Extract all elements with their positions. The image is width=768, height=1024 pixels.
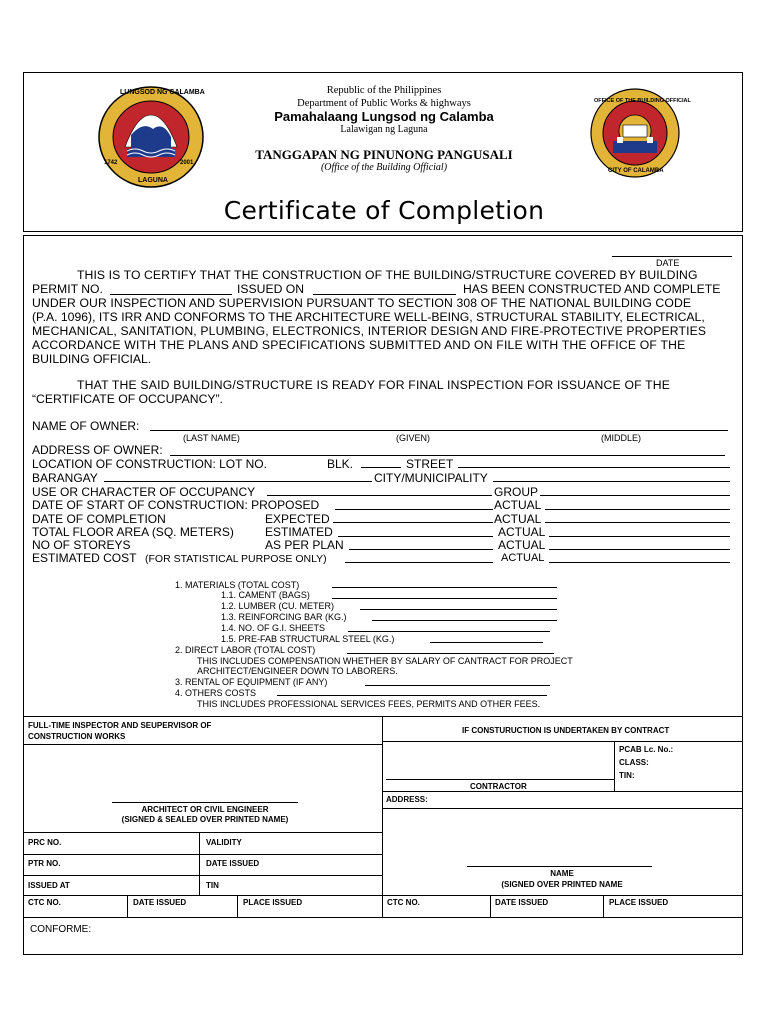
contractor-signature-line[interactable] <box>386 779 614 780</box>
date-completion-actual-label: ACTUAL <box>494 512 542 526</box>
table-mid-divider <box>382 716 383 895</box>
date-start-label: DATE OF START OF CONSTRUCTION: PROPOSED <box>32 498 320 512</box>
date-start-proposed-field[interactable] <box>335 509 493 510</box>
ctc-line-bottom <box>23 917 743 918</box>
permit-no-label: PERMIT NO. <box>32 282 103 296</box>
last-name-caption: (LAST NAME) <box>183 433 240 443</box>
inspector-title-line1: FULL-TIME INSPECTOR AND SEUPERVISOR OF <box>28 721 212 730</box>
ptr-label: PTR NO. <box>28 859 61 868</box>
architect-note: (SIGNED & SEALED OVER PRINTED NAME) <box>121 815 289 824</box>
inspector-title-line2: CONSTRUCTION WORKS <box>28 732 126 741</box>
prc-label: PRC NO. <box>28 838 62 847</box>
steel-field[interactable] <box>430 642 543 643</box>
office-name: TANGGAPAN NG PINUNONG PANGUSALI <box>255 147 513 162</box>
date-start-actual-field[interactable] <box>545 509 730 510</box>
lumber-field[interactable] <box>360 609 557 610</box>
ctc-no-right: CTC NO. <box>387 898 420 907</box>
others-field[interactable] <box>277 695 547 696</box>
materials-field[interactable] <box>332 587 557 588</box>
rebar-field[interactable] <box>372 620 557 621</box>
seal-left-top-text: LUNGSOD NG CALAMBA <box>120 89 205 96</box>
class-label: CLASS: <box>619 758 649 767</box>
as-per-plan-label: AS PER PLAN <box>265 538 344 552</box>
ctc-divider-3 <box>382 895 383 917</box>
issued-line <box>23 875 382 876</box>
para1-line3: UNDER OUR INSPECTION AND SUPERVISION PURSUANT TO SECTION 308 OF THE NATIONAL BUILDING CODE <box>32 296 692 310</box>
city-municipality-label: CITY/MUNICIPALITY <box>374 471 488 485</box>
location-label: LOCATION OF CONSTRUCTION: LOT NO. <box>32 457 267 471</box>
ctc-divider-4 <box>490 895 491 917</box>
name-caption: NAME <box>550 869 574 878</box>
floor-actual-label: ACTUAL <box>498 525 546 539</box>
issued-at-label: ISSUED AT <box>28 881 70 890</box>
group-label: GROUP <box>494 485 539 499</box>
ctc-no-left: CTC NO. <box>28 898 61 907</box>
no-storeys-label: NO OF STOREYS <box>32 538 131 552</box>
seal-left-bottom-text: LAGUNA <box>138 177 168 184</box>
floor-actual-field[interactable] <box>549 536 730 537</box>
architect-caption: ARCHITECT OR CIVIL ENGINEER <box>141 805 269 814</box>
blk-label: BLK. <box>327 457 354 471</box>
conforme-label: CONFORME: <box>30 924 92 935</box>
seal-left-year-left: 1742 <box>104 160 118 166</box>
seal-right-bottom-text: CITY OF CALAMBA <box>608 168 664 174</box>
labor-field[interactable] <box>347 653 554 654</box>
blk-field[interactable] <box>361 467 401 468</box>
contract-header-line <box>382 741 743 742</box>
pcab-label: PCAB Lc. No.: <box>619 745 674 754</box>
para2-line1: THAT THE SAID BUILDING/STRUCTURE IS READY FOR FINAL INSPECTION FOR ISSUANCE OF THE <box>77 378 671 392</box>
date-issued-left: DATE ISSUED <box>133 898 187 907</box>
floor-estimated-field[interactable] <box>338 536 493 537</box>
use-occupancy-field[interactable] <box>267 495 492 496</box>
ctc-divider-5 <box>603 895 604 917</box>
issued-on-label: ISSUED ON <box>237 282 305 296</box>
issued-on-field[interactable] <box>313 294 456 295</box>
page-title: Certificate of Completion <box>223 196 545 225</box>
address-line-top <box>382 791 743 792</box>
labor-note-line2: ARCHITECT/ENGINEER DOWN TO LABORERS. <box>197 666 398 676</box>
address-of-owner-field[interactable] <box>170 455 725 456</box>
name-of-owner-field[interactable] <box>150 430 728 431</box>
prc-col-divider <box>199 832 200 895</box>
ptr-date-issued-label: DATE ISSUED <box>206 859 260 868</box>
labor-note-line1: THIS INCLUDES COMPENSATION WHETHER BY SALARY OF CANTRACT FOR PROJECT <box>197 656 573 666</box>
others-note: THIS INCLUDES PROFESSIONAL SERVICES FEES, PERMITS AND OTHER FEES. <box>197 699 541 709</box>
ctc-line-top <box>23 895 743 896</box>
group-field[interactable] <box>540 495 730 496</box>
storeys-actual-label: ACTUAL <box>498 538 546 552</box>
rental-field[interactable] <box>365 685 550 686</box>
para2-line2: “CERTIFICATE OF OCCUPANCY”. <box>32 392 223 406</box>
cost-item-gi-sheets: 1.4. NO. OF G.I. SHEETS <box>221 623 326 633</box>
street-label: STREET <box>406 457 454 471</box>
province-line: Lalawigan ng Laguna <box>340 124 428 135</box>
expected-label: EXPECTED <box>265 512 330 526</box>
city-municipality-field[interactable] <box>493 481 730 482</box>
cost-item-materials: 1. MATERIALS (TOTAL COST) <box>175 580 300 590</box>
seal-right-top-text: OFFICE OF THE BUILDING OFFICIAL <box>594 98 691 104</box>
gi-sheets-field[interactable] <box>348 631 550 632</box>
cost-item-steel: 1.5. PRE-FAB STRUCTURAL STEEL (KG.) <box>221 634 395 644</box>
city-government-line: Pamahalaang Lungsod ng Calamba <box>274 109 494 124</box>
republic-line: Republic of the Philippines <box>326 85 442 96</box>
address-of-owner-label: ADDRESS OF OWNER: <box>32 443 163 457</box>
storeys-actual-field[interactable] <box>549 549 730 550</box>
given-caption: (GIVEN) <box>396 433 431 443</box>
date-completion-actual-field[interactable] <box>545 522 730 523</box>
para1-line4: (P.A. 1096), ITS IRR AND CONFORMS TO THE ARCHITECTURE WELL-BEING, STRUCTURAL STABILITY, ELECTRICAL, <box>32 310 705 324</box>
estimated-label: ESTIMATED <box>265 525 333 539</box>
address-label: ADDRESS: <box>386 795 428 804</box>
cement-field[interactable] <box>332 598 557 599</box>
place-issued-left: PLACE ISSUED <box>243 898 303 907</box>
date-start-actual-label: ACTUAL <box>494 498 542 512</box>
name-note: (SIGNED OVER PRINTED NAME <box>501 880 623 889</box>
date-completion-expected-field[interactable] <box>333 522 493 523</box>
cost-item-lumber: 1.2. LUMBER (CU. METER) <box>221 601 335 611</box>
place-issued-right: PLACE ISSUED <box>609 898 669 907</box>
street-field[interactable] <box>458 467 730 468</box>
permit-no-field[interactable] <box>110 294 232 295</box>
cost-item-cement: 1.1. CAMENT (BAGS) <box>221 590 310 600</box>
estimated-cost-note: (FOR STATISTICAL PURPOSE ONLY) <box>145 553 327 565</box>
barangay-label: BARANGAY <box>32 471 98 485</box>
cost-actual-field[interactable] <box>549 562 730 563</box>
name-signature-line[interactable] <box>467 866 652 867</box>
contract-title: IF CONSTURUCTION IS UNDERTAKEN BY CONTRACT <box>462 726 670 735</box>
ptr-line <box>23 854 382 855</box>
validity-label: VALIDITY <box>206 838 242 847</box>
architect-signature-line[interactable] <box>112 802 298 803</box>
estimated-cost-label: ESTIMATED COST <box>32 551 137 565</box>
cost-item-others: 4. OTHERS COSTS <box>175 688 257 698</box>
ctc-divider-1 <box>127 895 128 917</box>
seal-left-year-right: 2001 <box>180 160 194 166</box>
office-english: (Office of the Building Official) <box>320 162 448 173</box>
date-completion-label: DATE OF COMPLETION <box>32 512 166 526</box>
tin-contract-label: TIN: <box>619 771 635 780</box>
address-line-bottom <box>382 808 743 809</box>
para1-line1: THIS IS TO CERTIFY THAT THE CONSTRUCTION OF THE BUILDING/STRUCTURE COVERED BY BUILDING <box>77 268 698 282</box>
date-label: DATE <box>656 258 680 268</box>
use-occupancy-label: USE OR CHARACTER OF OCCUPANCY <box>32 485 256 499</box>
cost-item-rebar: 1.3. REINFORCING BAR (KG.) <box>221 612 347 622</box>
para1-line2-end: HAS BEEN CONSTRUCTED AND COMPLETE <box>463 282 721 296</box>
cost-actual-label: ACTUAL <box>501 552 545 564</box>
ctc-divider-2 <box>237 895 238 917</box>
para1-line5: MECHANICAL, SANITATION, PLUMBING, ELECTRONICS, INTERIOR DESIGN AND FIRE-PROTECTIVE PROPERTIES <box>32 324 707 338</box>
name-of-owner-label: NAME OF OWNER: <box>32 419 140 433</box>
storeys-plan-field[interactable] <box>349 549 493 550</box>
pcab-divider <box>614 741 615 791</box>
estimated-cost-field[interactable] <box>345 562 493 563</box>
department-line: Department of Public Works & highways <box>297 98 471 109</box>
prc-line <box>23 832 382 833</box>
middle-caption: (MIDDLE) <box>601 433 641 443</box>
date-issued-right: DATE ISSUED <box>495 898 549 907</box>
cost-item-rental: 3. RENTAL OF EQUIPMENT (IF ANY) <box>175 677 328 687</box>
tin-label: TIN <box>206 881 219 890</box>
para1-line6: ACCORDANCE WITH THE PLANS AND SPECIFICATIONS SUBMITTED AND ON FILE WITH THE OFFICE OF THE <box>32 338 686 352</box>
table-top-line <box>23 716 743 717</box>
cost-item-labor: 2. DIRECT LABOR (TOTAL COST) <box>175 645 316 655</box>
contractor-caption: CONTRACTOR <box>470 782 527 791</box>
inspector-header-line <box>23 744 382 745</box>
date-line <box>612 256 732 257</box>
barangay-field[interactable] <box>104 481 372 482</box>
para1-line7: BUILDING OFFICIAL. <box>32 352 152 366</box>
total-floor-label: TOTAL FLOOR AREA (SQ. METERS) <box>32 525 234 539</box>
